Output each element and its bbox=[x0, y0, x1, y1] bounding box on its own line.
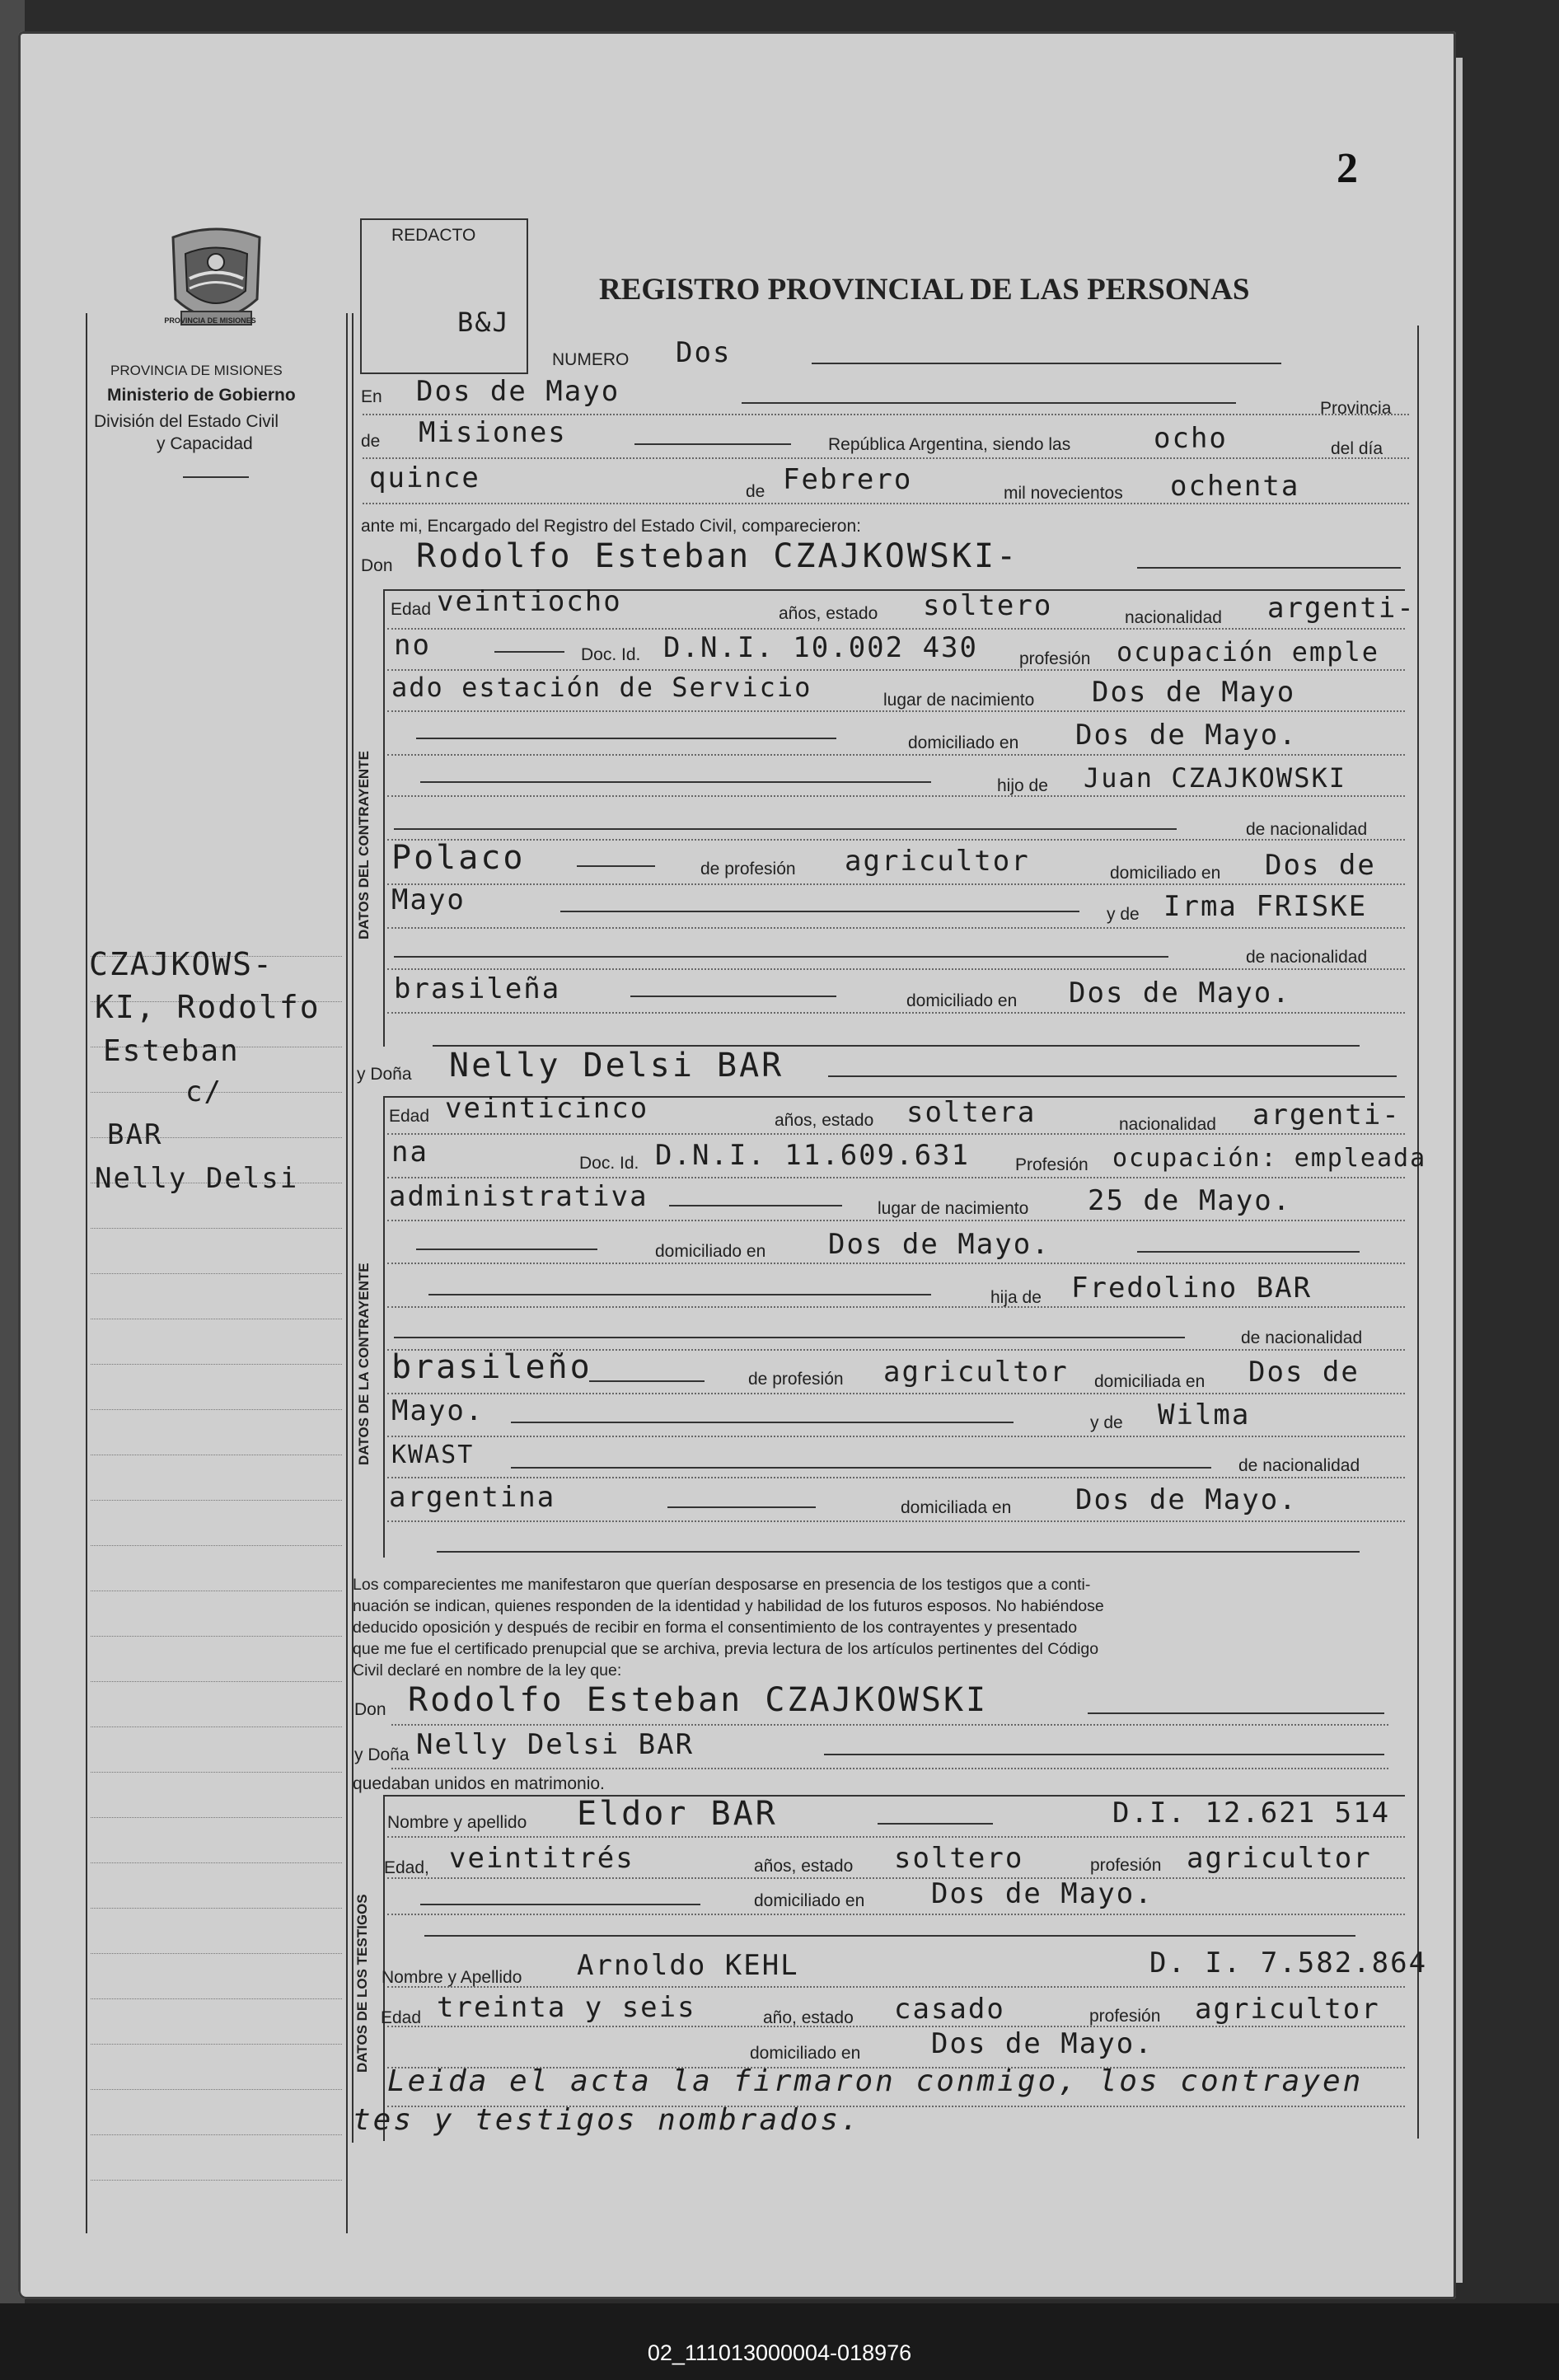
fill-line bbox=[630, 996, 836, 997]
estado-value: soltero bbox=[923, 589, 1053, 622]
fill-line bbox=[420, 1904, 700, 1905]
padre-domicilio: Dos de bbox=[1248, 1356, 1360, 1389]
fill-line bbox=[387, 1012, 1405, 1014]
section-label-testigos: DATOS DE LOS TESTIGOS bbox=[354, 1894, 370, 2073]
fill-line bbox=[812, 363, 1281, 364]
section-left-line bbox=[383, 589, 385, 1047]
padre-nacionalidad: brasileño bbox=[391, 1348, 592, 1386]
declaracion-dona: Nelly Delsi BAR bbox=[416, 1728, 695, 1761]
fill-line bbox=[387, 883, 1405, 885]
fill-line bbox=[560, 911, 1079, 912]
fill-line bbox=[420, 781, 931, 783]
edad-value: veintiocho bbox=[437, 585, 622, 618]
fill-line bbox=[669, 1205, 842, 1206]
nacionalidad-value: argenti- bbox=[1267, 592, 1416, 625]
cierre-line: Leida el acta la firmaron conmigo, los contrayen bbox=[387, 2064, 1364, 2098]
padre-value: Juan CZAJKOWSKI bbox=[1084, 762, 1346, 794]
crest-text: PROVINCIA DE MISIONES bbox=[164, 316, 256, 325]
fill-line bbox=[387, 1836, 1405, 1838]
fill-line bbox=[363, 503, 1409, 504]
profesion-label: Profesión bbox=[1015, 1155, 1088, 1174]
t1-edad-label: Edad, bbox=[384, 1858, 429, 1877]
fill-line bbox=[387, 1263, 1405, 1264]
margin-ruling bbox=[91, 1953, 342, 1954]
fill-line bbox=[387, 1520, 1405, 1522]
cierre-line-2: tes y testigos nombrados. bbox=[353, 2103, 861, 2137]
mes-value: Febrero bbox=[783, 463, 913, 496]
fill-line bbox=[387, 839, 1405, 841]
madre-value: Wilma bbox=[1158, 1398, 1251, 1431]
provincia-label: Provincia bbox=[1320, 399, 1392, 418]
division-label: División del Estado Civil bbox=[94, 412, 279, 431]
fill-line bbox=[416, 738, 836, 739]
fill-line bbox=[387, 968, 1405, 970]
t2-nombre-label: Nombre y Apellido bbox=[382, 1968, 522, 1987]
padre-profesion: agricultor bbox=[883, 1356, 1069, 1389]
t1-nombre-label: Nombre y apellido bbox=[387, 1813, 527, 1832]
margin-ruling bbox=[91, 2089, 342, 2090]
estado-label: años, estado bbox=[775, 1111, 874, 1130]
fill-line bbox=[394, 1337, 1185, 1338]
t2-dom-label: domiciliado en bbox=[750, 2044, 861, 2063]
profesion-value: ocupación: empleada bbox=[1112, 1144, 1427, 1173]
de-profesion-label: de profesión bbox=[700, 860, 796, 878]
t2-dom: Dos de Mayo. bbox=[931, 2027, 1154, 2060]
fill-line bbox=[387, 1477, 1405, 1478]
margin-note-line: c/ bbox=[185, 1075, 222, 1108]
fill-line bbox=[828, 1075, 1397, 1077]
mil-label: mil novecientos bbox=[1004, 484, 1123, 503]
fill-line bbox=[387, 2026, 1405, 2027]
doc-value: D.N.I. 11.609.631 bbox=[655, 1139, 970, 1172]
profesion-value-b: administrativa bbox=[389, 1180, 648, 1213]
madre-nac-label: de nacionalidad bbox=[1238, 1456, 1360, 1475]
nacionalidad-label: nacionalidad bbox=[1125, 608, 1222, 627]
padre-nacionalidad: Polaco bbox=[391, 839, 526, 877]
division-label-2: y Capacidad bbox=[157, 434, 253, 453]
t2-edad-label: Edad bbox=[381, 2008, 422, 2027]
fill-line bbox=[387, 927, 1405, 929]
t1-dom: Dos de Mayo. bbox=[931, 1877, 1154, 1910]
fill-line bbox=[387, 1306, 1405, 1308]
fill-line bbox=[387, 754, 1405, 756]
hija-label: hija de bbox=[990, 1288, 1042, 1307]
estado-label: años, estado bbox=[779, 604, 878, 623]
padre-domicilio: Dos de bbox=[1265, 849, 1376, 882]
fill-line bbox=[394, 828, 1177, 830]
fill-line bbox=[387, 2106, 1405, 2107]
de-nacionalidad-label: de nacionalidad bbox=[1241, 1328, 1363, 1347]
dona-label: y Doña bbox=[354, 1745, 410, 1764]
numero-value: Dos bbox=[676, 336, 732, 369]
don-label: Don bbox=[361, 556, 393, 575]
fill-line bbox=[391, 1724, 1388, 1726]
t1-nombre: Eldor BAR bbox=[577, 1795, 778, 1833]
fill-line bbox=[424, 1935, 1355, 1937]
t2-prof: agricultor bbox=[1195, 1993, 1380, 2026]
form-left-border bbox=[352, 313, 353, 2143]
fill-line bbox=[387, 1877, 1405, 1879]
fill-line bbox=[363, 457, 1409, 459]
nacionalidad-label: nacionalidad bbox=[1119, 1115, 1216, 1134]
de-value: Misiones bbox=[419, 416, 567, 449]
ministry-label: Ministerio de Gobierno bbox=[107, 386, 296, 405]
t2-edad: treinta y seis bbox=[437, 1991, 696, 2024]
del-dia-label: del día bbox=[1331, 439, 1383, 458]
margin-column-right bbox=[346, 313, 348, 2233]
numero-label: NUMERO bbox=[552, 350, 630, 369]
margin-ruling bbox=[91, 1364, 342, 1365]
nacionalidad-value: argenti- bbox=[1252, 1099, 1401, 1131]
t2-doc: D. I. 7.582.864 bbox=[1149, 1947, 1428, 1979]
madre-value-b: KWAST bbox=[391, 1441, 475, 1469]
fill-line bbox=[511, 1467, 1211, 1469]
t2-estado-label: año, estado bbox=[763, 2008, 854, 2027]
fill-line bbox=[416, 1249, 597, 1250]
margin-ruling bbox=[91, 1862, 342, 1863]
fill-line bbox=[589, 1380, 705, 1382]
margin-note-line: KI, Rodolfo bbox=[95, 989, 321, 1025]
declaracion-line: que me fue el certificado prenupcial que se archiva, previa lectura de los artículos pertinentes del Código bbox=[353, 1640, 1099, 1658]
form-right-border bbox=[1417, 326, 1419, 2139]
padre-profesion: agricultor bbox=[845, 845, 1030, 878]
t1-prof-label: profesión bbox=[1090, 1856, 1162, 1875]
y-de-label: y de bbox=[1107, 905, 1140, 924]
margin-ruling bbox=[91, 1500, 342, 1501]
dona-label: y Doña bbox=[357, 1065, 412, 1084]
doc-value: D.N.I. 10.002 430 bbox=[663, 631, 978, 664]
de-profesion-label: de profesión bbox=[748, 1370, 844, 1389]
fill-line bbox=[824, 1754, 1384, 1755]
en-label: En bbox=[361, 387, 382, 406]
fill-line bbox=[511, 1422, 1014, 1423]
domicilio-value: Dos de Mayo. bbox=[828, 1228, 1051, 1261]
margin-note-line: Esteban bbox=[103, 1034, 240, 1068]
de-label: de bbox=[361, 432, 381, 451]
t1-estado-label: años, estado bbox=[754, 1857, 854, 1876]
margin-note-line: Nelly Delsi bbox=[95, 1162, 299, 1195]
fill-line bbox=[387, 1177, 1405, 1178]
fill-line bbox=[634, 443, 791, 445]
domicilio-value: Dos de Mayo. bbox=[1075, 719, 1298, 752]
fill-line bbox=[1137, 567, 1401, 569]
lugar-label: lugar de nacimiento bbox=[878, 1199, 1029, 1218]
y-de-label: y de bbox=[1090, 1413, 1123, 1432]
fill-line bbox=[387, 1914, 1405, 1915]
doc-label: Doc. Id. bbox=[579, 1154, 639, 1173]
madre-nacionalidad: argentina bbox=[389, 1481, 556, 1514]
estado-value: soltera bbox=[906, 1096, 1037, 1129]
margin-ruling bbox=[91, 2180, 342, 2181]
padre-value: Fredolino BAR bbox=[1071, 1272, 1313, 1305]
scan-id: 02_111013000004-018976 bbox=[647, 2340, 912, 2365]
margin-ruling bbox=[91, 1636, 342, 1637]
edad-value: veinticinco bbox=[445, 1092, 649, 1125]
madre-value: Irma FRISKE bbox=[1163, 890, 1368, 923]
quedaban-label: quedaban unidos en matrimonio. bbox=[353, 1774, 605, 1793]
t1-edad: veintitrés bbox=[449, 1842, 634, 1875]
section-left-line bbox=[383, 1096, 385, 1558]
page-number: 2 bbox=[1337, 145, 1358, 192]
fill-line bbox=[387, 1133, 1405, 1135]
margin-ruling bbox=[91, 1817, 342, 1818]
doc-label: Doc. Id. bbox=[581, 645, 641, 664]
t1-estado: soltero bbox=[894, 1842, 1024, 1875]
page-edge bbox=[1456, 58, 1463, 2283]
fill-line bbox=[391, 1768, 1388, 1769]
fill-line bbox=[387, 1986, 1405, 1988]
anio-value: ochenta bbox=[1170, 470, 1300, 503]
de-nacionalidad-label: de nacionalidad bbox=[1246, 820, 1368, 839]
t2-estado: casado bbox=[894, 1993, 1005, 2026]
padre-domicilio-b: Mayo. bbox=[391, 1394, 485, 1427]
declaracion-line: nuación se indican, quienes responden de la identidad y habilidad de los futuros esposos. No habiéndose bbox=[353, 1597, 1104, 1615]
fill-line bbox=[387, 669, 1405, 671]
fill-line bbox=[387, 795, 1405, 797]
fill-line bbox=[494, 651, 564, 653]
madre-domicilio: Dos de Mayo. bbox=[1069, 977, 1291, 1010]
margin-ruling bbox=[91, 1545, 342, 1546]
margin-note-line: BAR bbox=[107, 1118, 163, 1151]
domicilio-label: domiciliado en bbox=[908, 733, 1019, 752]
margin-ruling bbox=[91, 1273, 342, 1274]
t2-nombre: Arnoldo KEHL bbox=[577, 1949, 799, 1982]
en-value: Dos de Mayo bbox=[416, 375, 620, 408]
fill-line bbox=[387, 710, 1405, 712]
fill-line bbox=[387, 628, 1405, 630]
don-label: Don bbox=[354, 1700, 386, 1719]
redacto-label: REDACTO bbox=[391, 226, 476, 245]
fill-line bbox=[394, 956, 1168, 958]
section-label-contrayenta: DATOS DE LA CONTRAYENTE bbox=[356, 1263, 372, 1465]
margin-ruling bbox=[91, 1908, 342, 1909]
margin-ruling bbox=[91, 2134, 342, 2135]
padre-domicilio-label: domiciliado en bbox=[1110, 864, 1221, 883]
madre-nac-label: de nacionalidad bbox=[1246, 948, 1368, 967]
domicilio-label: domiciliado en bbox=[655, 1242, 766, 1261]
margin-ruling bbox=[91, 1998, 342, 1999]
declaracion-line: deducido oposición y después de recibir en forma el consentimiento de los contrayentes y presentado bbox=[353, 1619, 1078, 1637]
province-label: PROVINCIA DE MISIONES bbox=[110, 363, 283, 378]
margin-ruling bbox=[91, 1772, 342, 1773]
margin-ruling bbox=[91, 1726, 342, 1727]
fill-line bbox=[387, 1220, 1405, 1221]
profesion-value: ocupación emple bbox=[1117, 636, 1379, 668]
margin-ruling bbox=[91, 1681, 342, 1682]
divider bbox=[183, 476, 249, 478]
declaracion-don: Rodolfo Esteban CZAJKOWSKI bbox=[408, 1681, 989, 1719]
lugar-value: Dos de Mayo bbox=[1092, 676, 1296, 709]
declaracion-line: Los comparecientes me manifestaron que querían desposarse en presencia de los testigos que a conti- bbox=[353, 1576, 1091, 1594]
fill-line bbox=[1137, 1251, 1360, 1253]
fill-line bbox=[437, 1551, 1360, 1553]
fill-line bbox=[742, 402, 1236, 404]
fill-line bbox=[577, 865, 655, 867]
ante-label: ante mi, Encargado del Registro del Estado Civil, comparecieron: bbox=[361, 517, 861, 536]
contrayente-nombre: Rodolfo Esteban CZAJKOWSKI- bbox=[416, 537, 1019, 575]
lugar-label: lugar de nacimiento bbox=[883, 691, 1035, 710]
nacionalidad-value-b: no bbox=[394, 629, 431, 662]
margin-note-line: CZAJKOWS- bbox=[89, 946, 274, 982]
contrayenta-nombre: Nelly Delsi BAR bbox=[449, 1047, 784, 1085]
margin-ruling bbox=[91, 1228, 342, 1229]
padre-domicilio-b: Mayo bbox=[391, 883, 466, 916]
madre-domicilio: Dos de Mayo. bbox=[1075, 1483, 1298, 1516]
fill-line bbox=[878, 1823, 993, 1825]
margin-column-left bbox=[86, 313, 87, 2233]
declaracion-line: Civil declaré en nombre de la ley que: bbox=[353, 1661, 622, 1680]
t1-prof: agricultor bbox=[1187, 1842, 1372, 1875]
t1-dom-label: domiciliado en bbox=[754, 1891, 865, 1910]
de-mes-label: de bbox=[746, 482, 765, 501]
redacto-initials: B&J bbox=[457, 307, 510, 338]
madre-domicilio-label: domiciliado en bbox=[906, 991, 1018, 1010]
fill-line bbox=[363, 414, 1409, 415]
hora-value: ocho bbox=[1154, 422, 1228, 455]
section-label-contrayente: DATOS DEL CONTRAYENTE bbox=[356, 751, 372, 939]
margin-ruling bbox=[91, 2044, 342, 2045]
dia-value: quince bbox=[369, 461, 480, 494]
nacionalidad-value-b: na bbox=[391, 1136, 428, 1169]
fill-line bbox=[1088, 1712, 1384, 1714]
profesion-value-b: ado estación de Servicio bbox=[391, 672, 812, 703]
fill-line bbox=[387, 1393, 1405, 1394]
padre-domicilio-label: domiciliada en bbox=[1094, 1372, 1206, 1391]
document-title: REGISTRO PROVINCIAL DE LAS PERSONAS bbox=[599, 273, 1250, 307]
margin-ruling bbox=[91, 1409, 342, 1410]
madre-nacionalidad: brasileña bbox=[394, 972, 561, 1005]
profesion-label: profesión bbox=[1019, 649, 1091, 668]
fill-line bbox=[667, 1506, 816, 1508]
fill-line bbox=[428, 1294, 931, 1295]
t1-doc: D.I. 12.621 514 bbox=[1112, 1797, 1391, 1830]
republica-label: República Argentina, siendo las bbox=[828, 435, 1071, 454]
t2-prof-label: profesión bbox=[1089, 2007, 1161, 2026]
edad-label: Edad bbox=[389, 1107, 430, 1126]
madre-domicilio-label: domiciliada en bbox=[901, 1498, 1012, 1517]
edad-label: Edad bbox=[391, 600, 432, 619]
hijo-label: hijo de bbox=[997, 776, 1048, 795]
lugar-value: 25 de Mayo. bbox=[1088, 1184, 1292, 1217]
fill-line bbox=[387, 1436, 1405, 1437]
